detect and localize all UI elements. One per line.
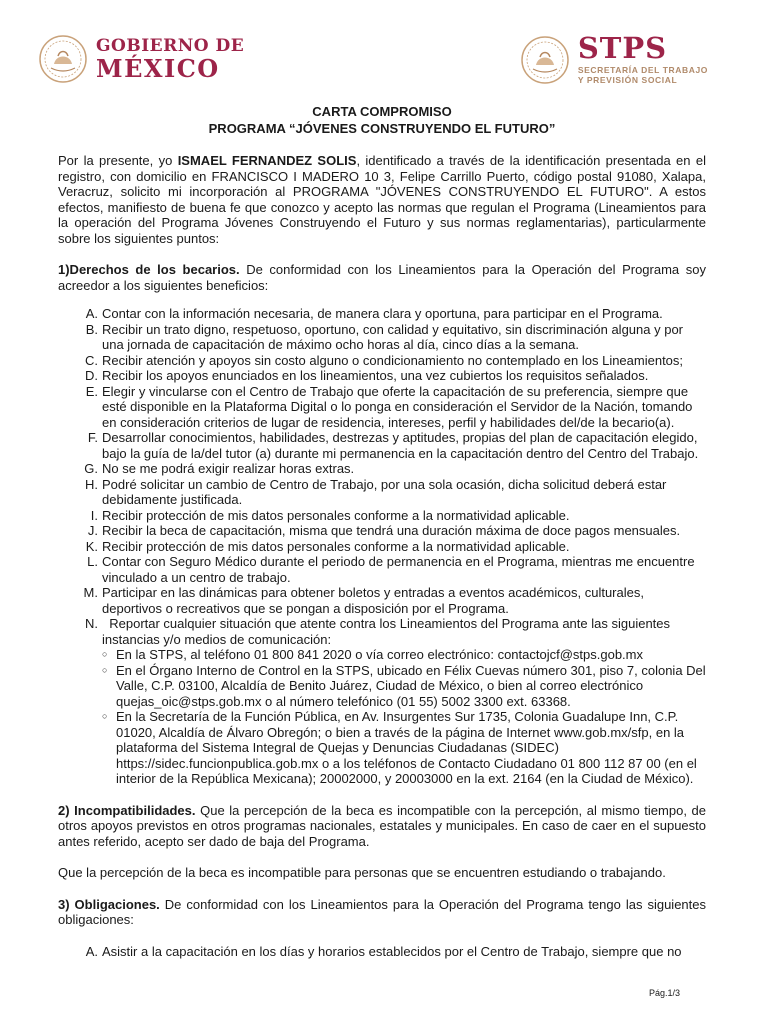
section2-paragraph (58, 803, 706, 850)
list-item (58, 523, 706, 539)
reporting-channels-list (58, 647, 706, 787)
doc-title-line-2: PROGRAMA “JÓVENES CONSTRUYENDO EL FUTURO” (208, 121, 556, 136)
national-seal-icon (520, 35, 570, 85)
logo-line-mexico: MÉXICO (96, 53, 220, 83)
list-item (58, 539, 706, 555)
list-marker: M. (83, 585, 98, 600)
list-marker: L. (87, 554, 98, 569)
list-item (58, 508, 706, 524)
logo-line-gobierno: GOBIERNO DE (96, 35, 245, 56)
list-item-text: Recibir la beca de capacitación, misma que tendrá una duración máxima de doce pagos mensuales. (102, 523, 681, 538)
list-marker: K. (85, 538, 98, 554)
sub-list-item (102, 709, 706, 787)
list-marker: F. (87, 430, 98, 445)
section2-heading: 2) Incompatibilidades. (58, 802, 196, 818)
section3-intro (58, 897, 706, 928)
intro-paragraph (58, 153, 706, 246)
list-item-text: Recibir un trato digno, respetuoso, oportuno, con calidad y equitativo, sin discriminación alguna y por una jornada de capacitación de máximo ocho horas al día, cinco días a la semana. (102, 321, 687, 352)
sub-list-item-text: En la STPS, al teléfono 01 800 841 2020 o vía correo electrónico: contactojcf@stps.gob.mx (116, 647, 644, 662)
list-item (58, 430, 706, 461)
list-item (58, 368, 706, 384)
list-marker: H. (85, 476, 98, 492)
section2-note: Que la percepción de la beca es incompatible para personas que se encuentren estudiando o trabajando. (58, 865, 666, 880)
list-item (58, 585, 706, 616)
sub-list-item (102, 663, 706, 710)
list-item-text: Elegir y vincularse con el Centro de Trabajo que oferte la capacitación de su preferencia, siempre que esté disponible en la Plataforma Digital o lo ponga en consideración el Servidor de la Nación, tomando en consideración criterios de lugar de residencia, intereses, perfil y habilidades del/de la becario(a). (102, 383, 697, 430)
obligations-list (58, 944, 706, 960)
list-marker: E. (85, 383, 98, 399)
national-seal-icon (38, 34, 88, 84)
list-item (58, 554, 706, 585)
section1-intro (58, 262, 706, 293)
list-item-text: Contar con Seguro Médico durante el periodo de permanencia en el Programa, mientras me encuentre vinculado a un centro de trabajo. (102, 554, 699, 585)
intro-pre: Por la presente, yo (58, 153, 178, 168)
list-item (58, 353, 706, 369)
list-item (58, 306, 706, 322)
list-marker: B. (85, 321, 98, 337)
list-marker: A. (85, 943, 98, 959)
doc-title-line-1: CARTA COMPROMISO (312, 104, 452, 119)
doc-title (58, 103, 706, 137)
list-item-text: Recibir los apoyos enunciados en los lineamientos, una vez cubiertos los requisitos señalados. (102, 368, 649, 383)
list-item-text: Recibir atención y apoyos sin costo alguno o condicionamiento no contemplado en los Lineamientos; (102, 352, 684, 368)
circle-bullet-icon: ○ (102, 664, 108, 675)
list-item-text: Podré solicitar un cambio de Centro de Trabajo, por una sola ocasión, dicha solicitud deberá estar debidamente justificada. (102, 476, 671, 507)
stps-logo (520, 31, 708, 86)
list-item-text: Reportar cualquier situación que atente contra los Lineamientos del Programa ante las siguientes instancias y/o medios de comunicación: (102, 616, 674, 647)
page-number: Pág.1/3 (648, 988, 680, 998)
list-marker: G. (84, 461, 98, 476)
section1-text: De conformidad con los Lineamientos para la Operación del Programa soy acreedor a los siguientes beneficios: (58, 262, 706, 293)
logo-stps-title: STPS (577, 31, 668, 65)
list-marker: N. (85, 616, 98, 631)
section3-text: De conformidad con los Lineamientos para la Operación del Programa tengo las siguientes obligaciones: (58, 896, 706, 927)
list-item-text: Contar con la información necesaria, de manera clara y oportuna, para participar en el Programa. (102, 306, 663, 321)
circle-bullet-icon: ○ (102, 649, 108, 659)
list-marker: D. (85, 368, 98, 383)
rights-list (58, 306, 706, 647)
section1-heading: 1)Derechos de los becarios. (58, 262, 240, 277)
document-body (58, 103, 706, 959)
sub-list-item-text: En el Órgano Interno de Control en la STPS, ubicado en Félix Cuevas número 301, piso 7, colonia Del Valle, C.P. 03100, Alcaldía de Benito Juárez, Ciudad de México, o bien al correo electrónico quejas_oic@stps.gob.mx o al número telefónico (01 55) 5002 3300 ext. 63368. (116, 662, 706, 709)
list-item-text: Recibir protección de mis datos personales conforme a la normatividad aplicable. (102, 538, 570, 554)
list-item (58, 477, 706, 508)
sub-list-item (102, 647, 706, 663)
applicant-name: ISMAEL FERNANDEZ SOLIS (177, 153, 357, 168)
page-header (38, 31, 708, 90)
list-item (58, 944, 706, 960)
list-item (58, 322, 706, 353)
intro-post: , identificado a través de la identificación presentada en el registro, con domicilio en FRANCISCO I MADERO 10 3, Felipe Carrillo Puerto, código postal 91080, Xalapa, Veracruz, solicito mi incorporación al PROGRAMA "JÓVENES CONSTRUYENDO EL FUTURO". A estos efectos, manifiesto de buena fe que conozco y acepto las normas que regulan el Programa (Lineamientos para la operación del Programa Jóvenes Construyendo el Futuro y sus normas reglamentarias), particularmente sobre los siguientes puntos: (58, 153, 706, 246)
list-marker: C. (85, 352, 98, 368)
gobierno-de-mexico-logo (38, 34, 244, 84)
list-item (58, 616, 706, 647)
list-marker: I. (90, 507, 98, 523)
list-item-text: Asistir a la capacitación en los días y horarios establecidos por el Centro de Trabajo, siempre que no (102, 943, 682, 959)
list-item-text: Recibir protección de mis datos personales conforme a la normatividad aplicable. (102, 507, 570, 523)
list-item (58, 384, 706, 431)
circle-bullet-icon: ○ (102, 711, 108, 721)
section3-heading: 3) Obligaciones. (58, 896, 160, 912)
sub-list-item-text: En la Secretaría de la Función Pública, en Av. Insurgentes Sur 1735, Colonia Guadalupe Inn, C.P. 01020, Alcaldía de Álvaro Obregón; o bien a través de la página de Internet www.gob.mx/sfp, en la plataforma del Sistema Integral de Quejas y Denuncias Ciudadanas (SIDEC) https://sidec.funcionpublica.gob.mx o a los teléfonos de Contacto Ciudadano 01 800 112 87 00 (en el interior de la República Mexicana); 20002000, y 20003000 en la ext. 2164 (en la Ciudad de México). (116, 709, 697, 786)
list-marker: A. (85, 306, 98, 321)
logo-stps-subtitle-1: SECRETARÍA DEL TRABAJO (577, 65, 708, 75)
logo-stps-subtitle-2: Y PREVISIÓN SOCIAL (577, 74, 678, 85)
list-item-text: No se me podrá exigir realizar horas extras. (102, 461, 355, 476)
list-item-text: Participar en las dinámicas para obtener boletos y entradas a eventos académicos, culturales, deportivos o recreativos que se pongan a disposición por el Programa. (102, 585, 648, 616)
list-item (58, 461, 706, 477)
list-item-text: Desarrollar conocimientos, habilidades, destrezas y aptitudes, propias del plan de capacitación elegido, bajo la guía de la/del tutor (a) durante mi permanencia en la capacitación dentro del Centro del Trabajo. (102, 430, 702, 461)
list-marker: J. (87, 523, 98, 538)
section2-text: Que la percepción de la beca es incompatible con la percepción, al mismo tiempo, de otros apoyos previstos en otros programas nacionales, estatales y municipales. En caso de caer en el supuesto antes referido, acepto ser dado de baja del Programa. (58, 802, 706, 849)
